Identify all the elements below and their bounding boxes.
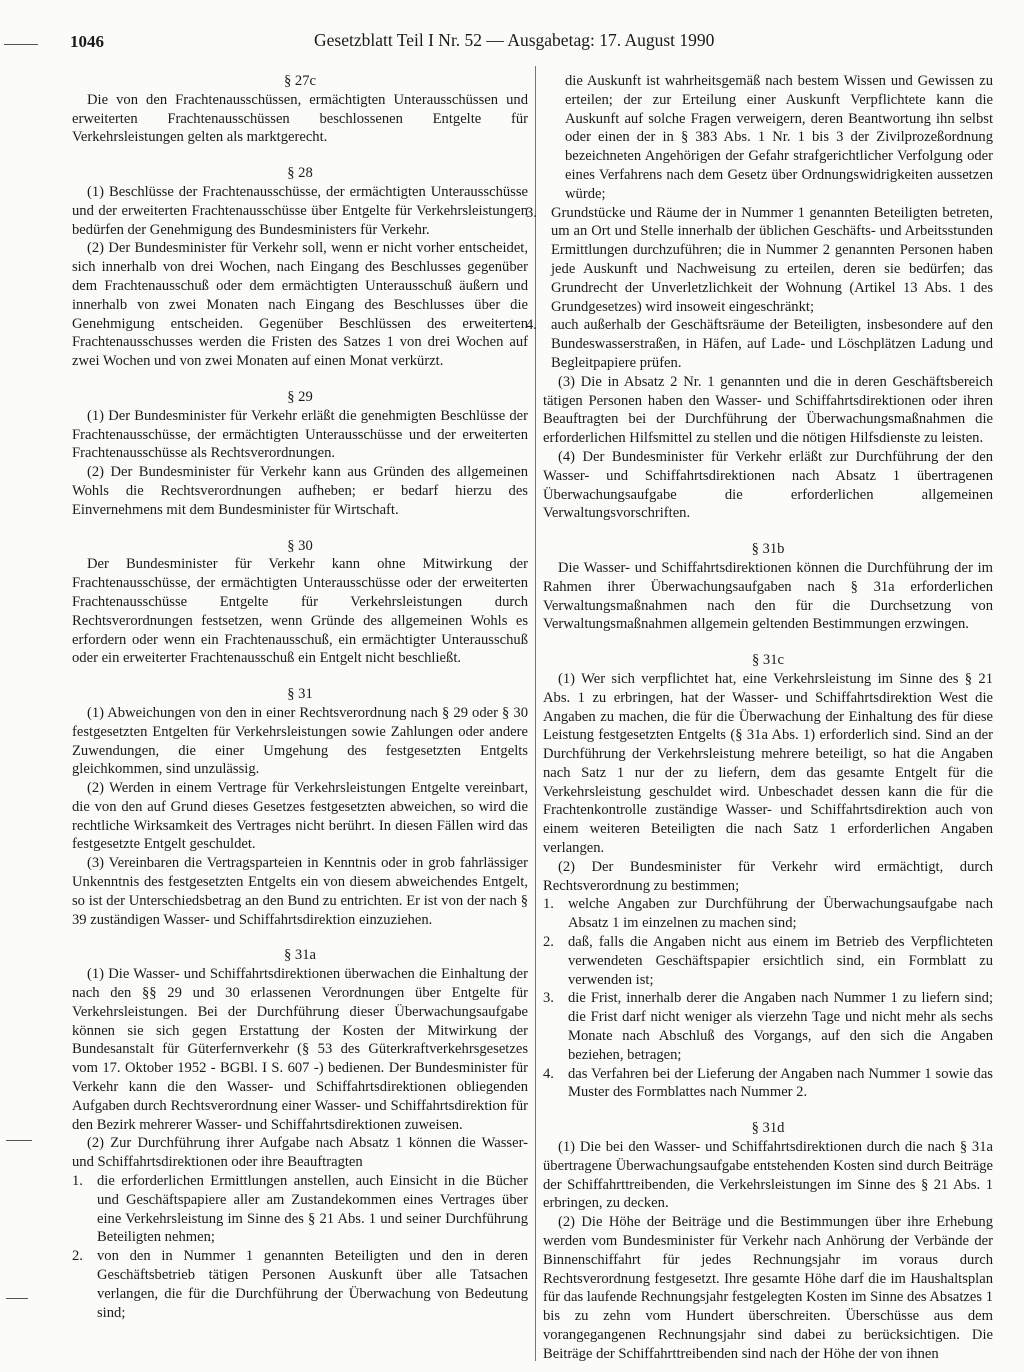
section-heading: § 31d — [751, 1120, 785, 1137]
list-text: die erforderlichen Ermittlungen anstellen, auch Einsicht in die Bücher und Geschäftspapiere aller am Zustandekommen eines Vertrages über eine Verkehrsleistung im Sinne des § 21 Abs. 1 und seiner Durchführung Beteiligten nehmen; — [97, 1173, 528, 1246]
right-column — [526, 72, 993, 1364]
section-heading: § 31b — [751, 541, 785, 558]
list-text: daß, falls die Angaben nicht aus einem im Betrieb des Verpflichteten verwendeten Geschäftspapier ersichtlich sind, ein Formblatt zu verwenden ist; — [568, 934, 993, 988]
paragraph: (2) Der Bundesminister für Verkehr wird ermächtigt, durch Rechtsverordnung zu bestimmen; — [543, 858, 993, 894]
paragraph: (2) Die Höhe der Beiträge und die Bestimmungen über ihre Erhebung werden vom Bundesminister für Verkehr nach Anhörung der Verbände der Binnenschiffahrt für jedes Rechnungsjahr im voraus durch Rechtsverordnung festgesetzt. Ihre gesamte Höhe darf die im Haushaltsplan für das laufende Rechnungsjahr festgelegten Kosten im Sinne des Absatzes 1 bis zu zehn vom Hundert überschreiten. Überschüsse aus dem vorangegangenen Rechnungsjahr sind dabei zu berücksichtigen. Die Beiträge der Schiffahrttreibenden sind nach der Höhe der von ihnen — [543, 1214, 993, 1362]
list-text: auch außerhalb der Geschäftsräume der Beteiligten, insbesondere auf den Bundeswasserstraßen, in Häfen, auf Lade- und Löschplätzen Ladung und Begleitpapiere prüfen. — [551, 317, 993, 371]
list-number: 2. — [72, 1248, 83, 1265]
margin-mark — [6, 1140, 32, 1141]
paragraph: (4) Der Bundesminister für Verkehr erläßt zur Durchführung der den Wasser- und Schiffahrtsdirektionen nach Absatz 1 übertragenen Überwachungsaufgabe die erforderlichen allgemeinen Verwaltungsvorschriften. — [543, 448, 993, 522]
list-number: 1. — [72, 1173, 83, 1190]
list-text: das Verfahren bei der Lieferung der Angaben nach Nummer 1 sowie das Muster des Formblattes nach Nummer 2. — [568, 1065, 993, 1101]
paragraph: (1) Beschlüsse der Frachtenausschüsse, der ermächtigten Unterausschüsse und der erweiterten Frachtenausschüsse über Entgelte für Verkehrsleistungen bedürfen der Genehmigung des Bundesministers für Verkehr. — [72, 183, 528, 238]
list-item — [526, 204, 993, 317]
list-number: 3. — [526, 204, 537, 221]
list-number: 2. — [543, 934, 554, 951]
page-number: 1046 — [70, 32, 104, 51]
list-text: die Frist, innerhalb derer die Angaben nach Nummer 1 zu liefern sind; die Frist darf nicht weniger als vierzehn Tage und nicht mehr als sechs Monate nach Abschluß des Vorgangs, auf den sich die Angaben beziehen, betragen; — [568, 990, 993, 1063]
paragraph: (2) Zur Durchführung ihrer Aufgabe nach Absatz 1 können die Wasser- und Schiffahrtsdirektionen oder ihre Beauftragten — [72, 1135, 528, 1171]
section-heading: § 28 — [287, 165, 313, 182]
margin-mark — [4, 44, 38, 45]
paragraph: (3) Vereinbaren die Vertragsparteien in Kenntnis oder in grob fahrlässiger Unkenntnis des festgesetzten Entgelts ein von diesem abweichendes Entgelt, so ist der Unterschiedsbetrag an den Bund zu entrichten. Er ist von der nach § 39 zuständigen Wasser- und Schiffahrtsdirektion einzuziehen. — [72, 855, 528, 928]
section-heading: § 27c — [283, 73, 317, 89]
paragraph: (1) Wer sich verpflichtet hat, eine Verkehrsleistung im Sinne des § 21 Abs. 1 zu erbringen, hat der Wasser- und Schiffahrtsdirektion West die Angaben zu machen, die für die Überwachung der Einhaltung des für diese Leistung festgesetzten Entgelts (§ 31a Abs. 1) erforderlich sind. Sind an der Durchführung der Verkehrsleistung mehrere beteiligt, so hat die Angaben nach Satz 1 nur der zu liefern, dem das gesamte Entgelt für die Verkehrsleistung geschuldet wird. Unbeschadet dessen kann die für die Frachtenkontrolle zuständige Wasser- und Schiffahrtsdirektion auch von einem weiteren Beteiligten die nach Satz 1 erforderlichen Angaben verlangen. — [543, 670, 993, 857]
list-number: 3. — [543, 990, 554, 1007]
paragraph: (2) Der Bundesminister für Verkehr soll, wenn er nicht vorher entscheidet, sich innerhalb von drei Wochen, nach Eingang des Beschlusses gegenüber dem Frachtenausschuß oder dem ermächtigten Unterausschuß äußern und innerhalb von zwei Monaten nach Eingang des Beschlusses über die Genehmigung entscheiden. Gegenüber Beschlüssen des erweiterten Frachtenausschusses werden die Fristen des Satzes 1 von drei Wochen auf zwei Wochen und von zwei Monaten auf einen Monat verkürzt. — [72, 240, 528, 370]
list-number: 4. — [543, 1065, 554, 1082]
list-text: von den in Nummer 1 genannten Beteiligten und den in deren Geschäftsbetrieb tätigen Personen Auskunft über alle Tatsachen verlangen, die für die Durchführung der Überwachung von Bedeutung sind; — [97, 1248, 528, 1321]
list-item — [72, 1247, 528, 1322]
paragraph: (3) Die in Absatz 2 Nr. 1 genannten und die in deren Geschäftsbereich tätigen Personen haben den Wasser- und Schiffahrtsdirektionen oder ihren Beauftragten bei der Durchführung der Überwachungsmaßnahmen die erforderlichen Hilfsmittel zu stellen und die nötigen Hilfsdienste zu leisten. — [543, 373, 993, 447]
list-item — [543, 895, 993, 933]
section-heading: § 31 — [287, 686, 313, 703]
section-heading: § 29 — [287, 388, 313, 405]
paragraph: Die von den Frachtenausschüssen, ermächtigten Unterausschüssen und erweiterten Frachtenausschüssen beschlossenen Entgelte für Verkehrsleistungen gelten als marktgerecht. — [72, 91, 528, 146]
left-column — [72, 72, 528, 1322]
list-item — [543, 933, 993, 989]
margin-mark — [6, 1298, 28, 1299]
list-number: 1. — [543, 896, 554, 913]
page-header — [70, 30, 1020, 56]
list-number: 4. — [526, 317, 537, 334]
paragraph: (2) Werden in einem Vertrage für Verkehrsleistungen Entgelte vereinbart, die von den auf Grund dieses Gesetzes festgesetzten abweichen, so wird die rechtliche Wirksamkeit des Vertrages nicht berührt. In diesen Fällen wird das festgesetzte Entgelt geschuldet. — [72, 780, 528, 853]
paragraph: (1) Der Bundesminister für Verkehr erläßt die genehmigten Beschlüsse der Frachtenausschüsse, der ermächtigten Unterausschüsse und der erweiterten Frachtenausschüsse als Rechtsverordnungen. — [72, 407, 528, 462]
section-heading: § 30 — [287, 537, 313, 554]
paragraph: (1) Die bei den Wasser- und Schiffahrtsdirektionen durch die nach § 31a übertragene Überwachungsaufgabe entstehenden Kosten sind durch Beiträge der Schiffahrttreibenden, die Verkehrsleistungen im Sinne des § 21 Abs. 1 erbringen, zu decken. — [543, 1139, 993, 1212]
gazette-title: Gesetzblatt Teil I Nr. 52 — Ausgabetag: 17. August 1990 — [314, 30, 715, 50]
paragraph: (1) Abweichungen von den in einer Rechtsverordnung nach § 29 oder § 30 festgesetzten Entgelten für Verkehrsleistungen sowie Zahlungen oder andere Zuwendungen, die einer Umgehung des festgesetzten Entgelts gleichkommen, sind unzulässig. — [72, 704, 528, 778]
list-item — [543, 989, 993, 1064]
list-text: welche Angaben zur Durchführung der Überwachungsaufgabe nach Absatz 1 im einzelnen zu machen sind; — [568, 896, 993, 932]
list-item — [72, 1172, 528, 1247]
section-heading: § 31c — [751, 652, 785, 669]
paragraph: (1) Die Wasser- und Schiffahrtsdirektionen überwachen die Einhaltung der nach den §§ 29 und 30 erlassenen Verordnungen über Entgelte für Verkehrsleistungen. Bei der Durchführung dieser Überwachungsaufgabe können sie sich gegen Erstattung der Kosten der Mitwirkung der Bundesanstalt für Güterfernverkehr (§ 53 des Güterkraftverkehrsgesetzes vom 17. Oktober 1952 - BGBl. I S. 607 -) bedienen. Der Bundesminister für Verkehr kann die den Wasser- und Schiffahrtsdirektionen obliegenden Aufgaben durch Rechtsverordnung einer Wasser- und Schiffahrtsdirektion für den Bezirk mehrerer Wasser- und Schiffahrtsdirektionen zuweisen. — [72, 966, 528, 1133]
list-continuation: die Auskunft ist wahrheitsgemäß nach bestem Wissen und Gewissen zu erteilen; der zur Erteilung einer Auskunft Verpflichtete kann die Auskunft auf solche Fragen verweigern, deren Beantwortung ihn selbst oder einen der in § 383 Abs. 1 Nr. 1 bis 3 der Zivilprozeßordnung bezeichneten Angehörigen der Gefahr strafgerichtlicher Verfolgung oder eines Verfahrens nach dem Gesetz über Ordnungswidrigkeiten aussetzen würde; — [565, 73, 993, 202]
paragraph: (2) Der Bundesminister für Verkehr kann aus Gründen des allgemeinen Wohls die Rechtsverordnungen aufheben; er bedarf hierzu des Einvernehmens mit dem Bundesminister für Wirtschaft. — [72, 464, 528, 518]
list-item — [526, 316, 993, 372]
paragraph: Die Wasser- und Schiffahrtsdirektionen können die Durchführung der im Rahmen ihrer Überwachungsaufgaben nach § 31a erforderlichen Verwaltungsmaßnahmen nach den für die Durchsetzung von Verwaltungsmaßnahmen allgemein geltenden Bestimmungen erzwingen. — [543, 559, 993, 633]
section-heading: § 31a — [283, 947, 317, 964]
list-text: Grundstücke und Räume der in Nummer 1 genannten Beteiligten betreten, um an Ort und Stelle innerhalb der üblichen Geschäfts- und Arbeitsstunden Ermittlungen durchzuführen; die in Nummer 2 genannten Personen haben jede Auskunft und Nachweisung zu erteilen, deren sie bedürfen; das Grundrecht der Unverletzlichkeit der Wohnung (Artikel 13 Abs. 1 des Grundgesetzes) wird insoweit eingeschränkt; — [551, 204, 993, 315]
paragraph: Der Bundesminister für Verkehr kann ohne Mitwirkung der Frachtenausschüsse, der ermächtigten Unterausschüsse oder der erweiterten Frachtenausschüsse Entgelte für Verkehrsleistungen durch Rechtsverordnungen festsetzen, wenn Gründe des allgemeinen Wohls es erfordern oder wenn ein Frachtenausschuß, ein ermächtigter Unterausschuß oder ein erweiterter Frachtenausschuß ein Entgelt nicht beschließt. — [72, 556, 528, 667]
list-item — [543, 1065, 993, 1103]
